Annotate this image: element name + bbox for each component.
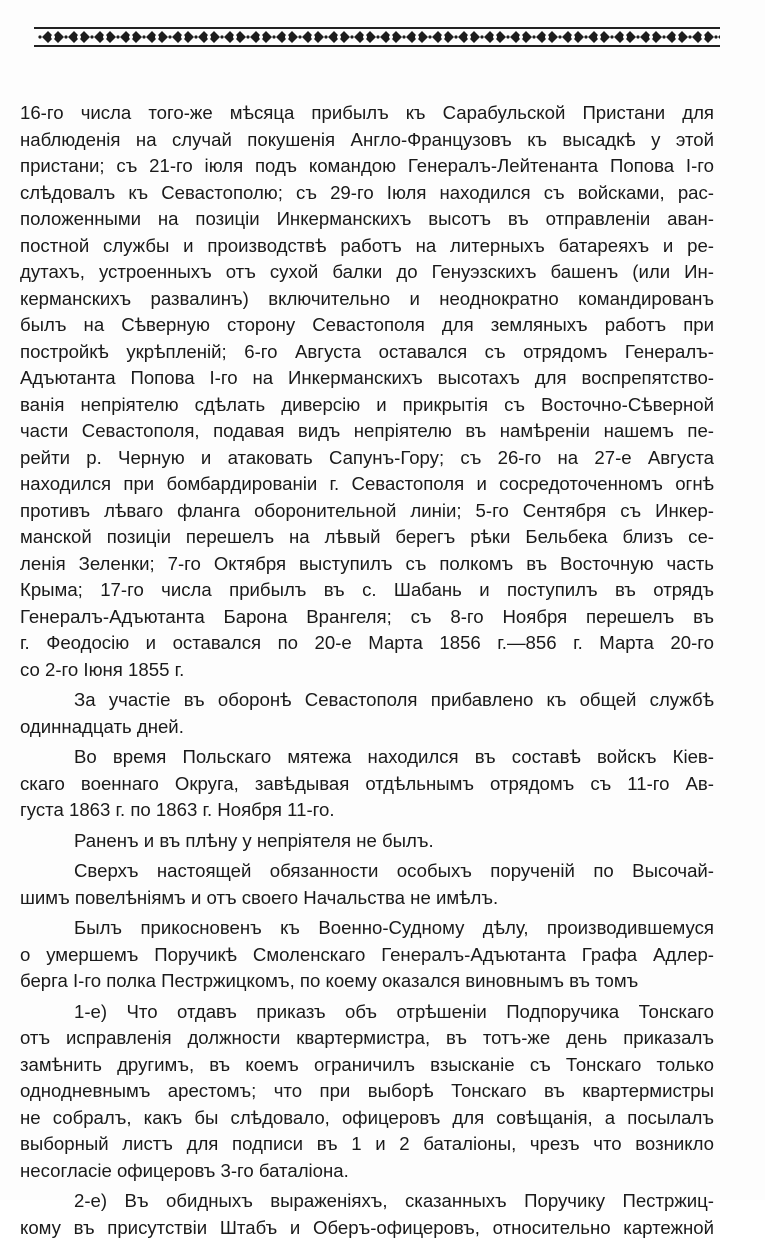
- text-line: За участіе въ оборонѣ Севастополя прибавлено къ общей службѣ: [74, 689, 714, 710]
- text-line: Раненъ и въ плѣну у непріятеля не былъ.: [74, 829, 434, 851]
- ornament-motif: [718, 31, 720, 43]
- ornament-motif: [532, 35, 535, 38]
- paragraph-court-case: [20, 915, 714, 995]
- text-line: со 2-го Іюня 1855 г.: [20, 658, 185, 680]
- ornament-motif: [207, 35, 211, 39]
- document-body: [20, 100, 714, 1245]
- ornament-motif: [675, 35, 679, 39]
- ornament-motif: [376, 35, 379, 38]
- text-line: шимъ повелѣніямъ и отъ своего Начальства не имѣлъ.: [20, 886, 499, 908]
- ornament-motif: [194, 35, 197, 38]
- ornament-motif: [558, 35, 561, 38]
- ornament-motif: [298, 35, 301, 38]
- ornament-svg: [34, 26, 720, 48]
- ornament-motif: [64, 35, 67, 38]
- text-line: несогласіе офицеровъ 3-го баталіона.: [20, 1159, 349, 1181]
- text-line: берга I-го полка Пестржицкомъ, по коему оказался виновнымъ въ томъ: [20, 970, 639, 991]
- text-line: дутахъ, устроенныхъ отъ сухой балки до Генуэзскихъ башенъ (или Ин-: [20, 261, 714, 282]
- ornament-motif: [428, 35, 431, 38]
- ornament-motif: [454, 35, 457, 38]
- ornament-motif: [259, 35, 263, 39]
- ornament-motif: [662, 35, 665, 38]
- text-line: керманскихъ развалинъ) включительно и неоднократно командированъ: [20, 287, 714, 309]
- text-line: Во время Польскаго мятежа находился въ составѣ войскъ Кіев-: [74, 746, 714, 767]
- ornament-motif: [51, 35, 55, 39]
- ornament-motif: [623, 35, 627, 39]
- ornament-motif: [649, 35, 653, 39]
- ornament-motif: [441, 35, 445, 39]
- ornament-motif: [610, 35, 613, 38]
- ornament-motif: [311, 35, 315, 39]
- ornament-motif: [90, 35, 93, 38]
- text-line: Былъ прикосновенъ къ Военно-Судному дѣлу, производившемуся: [74, 917, 714, 938]
- paragraph-special-duties: [20, 858, 714, 911]
- ornament-motif: [337, 35, 341, 39]
- ornament-motif: [181, 35, 185, 39]
- paragraph-charge-2: [20, 1188, 714, 1241]
- paragraph-polish-uprising: [20, 744, 714, 824]
- ornament-motif: [688, 35, 691, 38]
- text-line: одиннадцать дней.: [20, 715, 184, 737]
- text-line: 2-е) Въ обидныхъ выраженіяхъ, сказанныхъ Поручику Пестржиц-: [74, 1190, 714, 1211]
- text-line: г. Феодосію и оставался по 20-е Марта 1856 г.—856 г. Марта 20-го: [20, 632, 714, 653]
- paragraph-sevastopol-defense: [20, 687, 714, 740]
- text-line: Крыма; 17-го числа прибылъ въ с. Шабань и поступилъ въ отрядъ: [20, 579, 714, 600]
- ornament-motif: [350, 35, 353, 38]
- ornament-motif: [220, 35, 223, 38]
- text-line: о умершемъ Поручикѣ Смоленскаго Генералъ-Адъютанта Графа Адлер-: [20, 943, 714, 965]
- ornament-motif: [584, 35, 587, 38]
- text-line: былъ на Сѣверную сторону Севастополя для земляныхъ работъ при: [20, 314, 714, 335]
- ornament-motif: [34, 27, 720, 29]
- ornament-motif: [233, 35, 237, 39]
- text-line: слѣдовалъ къ Севастополю; съ 29-го Іюля находился съ войсками, рас-: [20, 181, 714, 203]
- text-line: части Севастополя, подавая видъ непріятелю въ намѣреніи нашемъ пе-: [20, 420, 714, 441]
- text-line: положенными на позиціи Инкерманскихъ высотъ въ отправленіи аван-: [20, 208, 714, 229]
- ornament-motif: [480, 35, 483, 38]
- text-line: противъ лѣваго фланга оборонительной линіи; 5-го Сентября съ Инкер-: [20, 499, 714, 521]
- ornament-motif: [545, 35, 549, 39]
- text-line: однодневнымъ арестомъ; что при выборѣ Тонскаго въ квартермистры: [20, 1080, 714, 1101]
- ornament-motif: [701, 35, 705, 39]
- ornament-motif: [402, 35, 405, 38]
- ornament-motif: [636, 35, 639, 38]
- ornament-motif: [103, 35, 107, 39]
- ornament-motif: [168, 35, 171, 38]
- text-line: 1-е) Что отдавъ приказъ объ отрѣшеніи Подпоручика Тонскаго: [74, 1000, 714, 1022]
- text-line: отъ исправленія должности квартермистра, въ тотъ-же день приказалъ: [20, 1027, 714, 1048]
- ornament-motif: [38, 35, 41, 38]
- ornament-motif: [142, 35, 145, 38]
- ornament-motif: [714, 35, 717, 38]
- text-line: 16-го числа того-же мѣсяца прибылъ къ Сарабульской Пристани для: [20, 102, 714, 123]
- ornament-motif: [415, 35, 419, 39]
- ornament-motif: [506, 35, 509, 38]
- ornament-motif: [155, 35, 159, 39]
- decorative-border-icon: [34, 26, 720, 48]
- text-line: манской позиціи перешелъ на лѣвый берегъ рѣки Бельбека близъ се-: [20, 526, 714, 547]
- ornament-motif: [571, 35, 575, 39]
- text-line: Адъютанта Попова I-го на Инкерманскихъ высотахъ для воспрепятство-: [20, 367, 714, 388]
- ornament-motif: [77, 35, 81, 39]
- text-line: находился при бомбардированіи г. Севастополя и сосредоточенномъ огнѣ: [20, 473, 714, 494]
- text-line: густа 1863 г. по 1863 г. Ноября 11-го.: [20, 799, 335, 820]
- text-line: рейти р. Черную и атаковать Сапунъ-Гору; съ 26-го на 27-е Августа: [20, 446, 714, 468]
- ornament-motif: [324, 35, 327, 38]
- ornament-motif: [272, 35, 275, 38]
- text-line: Сверхъ настоящей обязанности особыхъ порученій по Высочай-: [74, 860, 714, 881]
- ornament-motif: [116, 35, 119, 38]
- text-line: пристани; съ 21-го іюля подъ командою Генералъ-Лейтенанта Попова I-го: [20, 155, 714, 176]
- paragraph-service-record: [20, 100, 714, 683]
- ornament-motif: [389, 35, 393, 39]
- text-line: постройкѣ укрѣпленій; 6-го Августа оставался съ отрядомъ Генералъ-: [20, 340, 714, 362]
- text-line: Генералъ-Адъютанта Барона Врангеля; съ 8-го Ноября перешелъ въ: [20, 605, 714, 627]
- text-line: замѣнить другимъ, въ коемъ ограничилъ взысканіе съ Тонскаго только: [20, 1053, 714, 1075]
- ornament-motif: [34, 45, 720, 47]
- paragraph-charge-1: [20, 999, 714, 1185]
- ornament-motif: [597, 35, 601, 39]
- ornament-motif: [363, 35, 367, 39]
- paragraph-wounded: [20, 828, 714, 855]
- text-line: ленія Зеленки; 7-го Октября выступилъ съ полкомъ въ Восточную часть: [20, 552, 714, 574]
- text-line: наблюденія на случай покушенія Англо-Французовъ къ высадкѣ у этой: [20, 128, 714, 150]
- ornament-motif: [493, 35, 497, 39]
- ornament-motif: [285, 35, 289, 39]
- text-line: кому въ присутствіи Штабъ и Оберъ-офицеровъ, относительно картежной: [20, 1216, 714, 1238]
- text-line: не собралъ, какъ бы слѣдовало, офицеровъ для совѣщанія, а посылалъ: [20, 1106, 714, 1128]
- text-line: скаго военнаго Округа, завѣдывая отдѣльнымъ отрядомъ съ 11-го Ав-: [20, 772, 714, 794]
- text-line: выборный листъ для подписи въ 1 и 2 баталіоны, чрезъ что возникло: [20, 1133, 714, 1154]
- ornament-motif: [467, 35, 471, 39]
- text-line: ванія непріятелю сдѣлать диверсію и прикрытія съ Восточно-Сѣверной: [20, 393, 714, 415]
- ornament-motif: [246, 35, 249, 38]
- ornament-motif: [519, 35, 523, 39]
- text-line: постной службы и производствѣ работъ на литерныхъ батареяхъ и ре-: [20, 234, 714, 256]
- ornament-motif: [129, 35, 133, 39]
